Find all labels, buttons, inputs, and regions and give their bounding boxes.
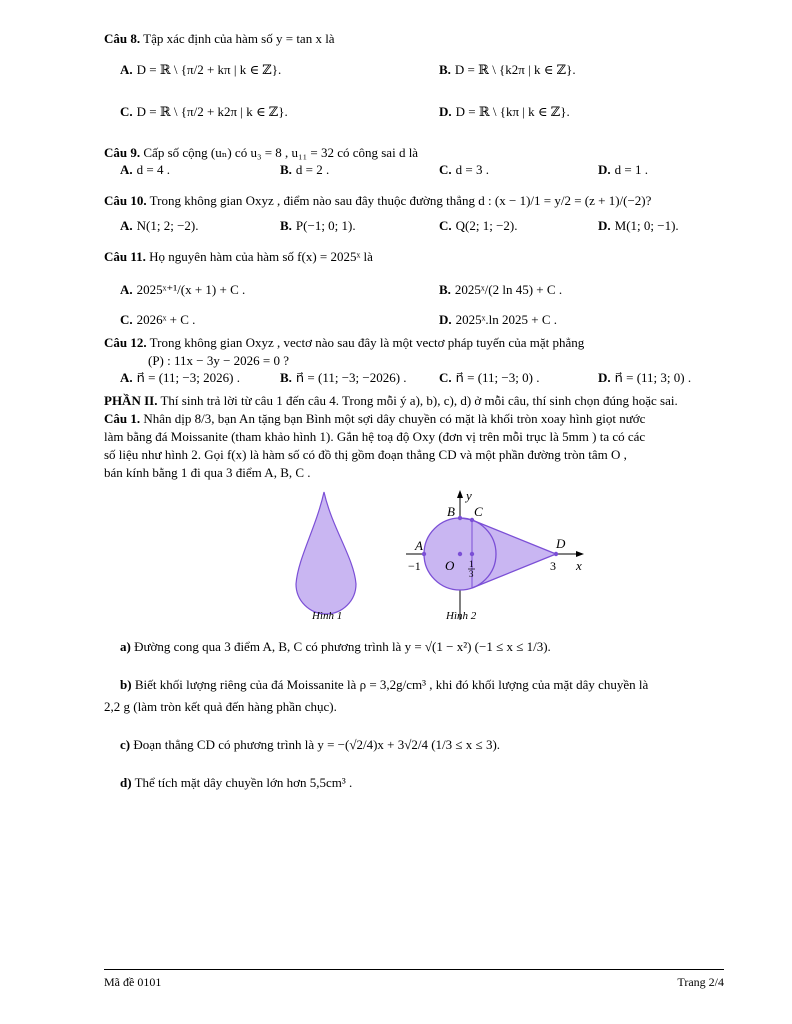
q11-text: Họ nguyên hàm của hàm số f(x) = 2025ˣ là — [149, 249, 373, 264]
label-x: x — [576, 558, 582, 573]
c1-line2: làm bằng đá Moissanite (tham khảo hình 1). Gắn hệ toạ độ Oxy (đơn vị trên mỗi trục là 5mm ) ta có các — [104, 429, 646, 444]
q10-option-b[interactable]: B. P(−1; 0; 1). — [280, 218, 356, 233]
q12-option-d[interactable]: D. n⃗ = (11; 3; 0) . — [598, 370, 692, 385]
q12-options — [104, 370, 724, 392]
x-axis-arrow — [576, 551, 584, 557]
caption-figure-1: Hình 1 — [312, 610, 343, 622]
label-d: D — [556, 536, 566, 551]
caption-figure-2: Hình 2 — [446, 610, 477, 622]
label-minus1: −1 — [408, 559, 421, 573]
item-c[interactable]: c) Đoạn thẳng CD có phương trình là y = −(√2/4)x + 3√2/4 (1/3 ≤ x ≤ 3). — [120, 737, 501, 752]
q11-option-c[interactable]: C. 2026ˣ + C . — [120, 312, 196, 327]
point-one-third — [470, 552, 474, 556]
c1-stem: Câu 1. Nhân dịp 8/3, bạn An tặng bạn Bình một sợi dây chuyền có mặt là khối tròn xoay hình giọt nước — [104, 411, 646, 426]
c1-line3: số liệu như hình 2. Gọi f(x) là hàm số có đồ thị gồm đoạn thẳng CD và một phần đường tròn tâm O , — [104, 447, 627, 462]
exam-page — [104, 30, 724, 794]
q12-label: Câu 12. — [104, 335, 147, 350]
y-axis-arrow — [457, 490, 463, 498]
q9-options — [104, 162, 724, 184]
q12-stem — [104, 334, 724, 352]
q11-stem — [104, 248, 724, 266]
q11-option-b[interactable]: B. 2025ˣ/(2 ln 45) + C . — [439, 282, 563, 297]
label-o: O — [445, 558, 455, 573]
item-d[interactable]: d) Thể tích mặt dây chuyền lớn hơn 5,5cm³ . — [120, 775, 353, 790]
teardrop-shape — [296, 492, 356, 614]
page-number: Trang 2/4 — [677, 975, 724, 989]
part2-label: PHẦN II. — [104, 393, 158, 408]
point-b — [458, 516, 462, 520]
q8-text: Tập xác định của hàm số y = tan x là — [143, 31, 335, 46]
footer-divider — [104, 969, 724, 970]
label-c: C — [474, 504, 483, 519]
q11-label: Câu 11. — [104, 249, 146, 264]
label-one-third-num: 1 — [469, 559, 474, 569]
label-three: 3 — [550, 559, 556, 573]
q8-option-a[interactable]: A. D = ℝ \ {π/2 + kπ | k ∈ ℤ}. — [120, 62, 282, 77]
item-b[interactable]: b) Biết khối lượng riêng của đá Moissanite là ρ = 3,2g/cm³ , khi đó khối lượng của mặt dây chuyền là — [120, 677, 649, 692]
q11-option-d[interactable]: D. 2025ˣ.ln 2025 + C . — [439, 312, 558, 327]
q12-text: Trong không gian Oxyz , vectơ nào sau đây là một vectơ pháp tuyến của mặt phẳng — [149, 335, 585, 350]
region-fill — [424, 518, 556, 590]
q12-option-c[interactable]: C. n⃗ = (11; −3; 0) . — [439, 370, 540, 385]
q10-stem — [104, 192, 724, 210]
q10-option-a[interactable]: A. N(1; 2; −2). — [120, 218, 199, 233]
q9-option-a[interactable]: A. d = 4 . — [120, 162, 170, 177]
q8-option-c[interactable]: C. D = ℝ \ {π/2 + k2π | k ∈ ℤ}. — [120, 104, 288, 119]
label-b: B — [447, 504, 455, 519]
item-a[interactable]: a) Đường cong qua 3 điểm A, B, C có phương trình là y = √(1 − x²) (−1 ≤ x ≤ 1/3). — [120, 639, 551, 654]
q10-option-d[interactable]: D. M(1; 0; −1). — [598, 218, 679, 233]
q8-option-b[interactable]: B. D = ℝ \ {k2π | k ∈ ℤ}. — [439, 62, 576, 77]
q8-label: Câu 8. — [104, 31, 141, 46]
label-one-third-den: 3 — [469, 569, 474, 579]
q9-option-c[interactable]: C. d = 3 . — [439, 162, 489, 177]
part2-instruction: PHẦN II. Thí sinh trả lời từ câu 1 đến câu 4. Trong mỗi ý a), b), c), d) ở mỗi câu, thí sinh chọn đúng hoặc sai. — [104, 393, 678, 408]
q12-plane: (P) : 11x − 3y − 2026 = 0 ? — [148, 353, 290, 368]
q9-option-d[interactable]: D. d = 1 . — [598, 162, 648, 177]
c1-label: Câu 1. — [104, 411, 141, 426]
label-a: A — [415, 538, 423, 553]
q11-row1 — [104, 272, 724, 312]
label-y: y — [466, 488, 472, 503]
exam-code: Mã đề 0101 — [104, 975, 162, 989]
q11-row2 — [104, 312, 724, 334]
q8-row2 — [104, 98, 724, 140]
q9-label: Câu 9. — [104, 145, 141, 160]
point-d — [554, 552, 558, 556]
q8-option-d[interactable]: D. D = ℝ \ {kπ | k ∈ ℤ}. — [439, 104, 570, 119]
q10-option-c[interactable]: C. Q(2; 1; −2). — [439, 218, 518, 233]
q9-option-b[interactable]: B. d = 2 . — [280, 162, 330, 177]
q12-option-b[interactable]: B. n⃗ = (11; −3; −2026) . — [280, 370, 407, 385]
q9-stem — [104, 144, 724, 162]
q8-stem — [104, 30, 724, 48]
q8-row1 — [104, 56, 724, 98]
q9-text: Cấp số cộng (uₙ) có u₃ = 8 , u₁₁ = 32 có công sai d là — [143, 145, 419, 160]
q12-option-a[interactable]: A. n⃗ = (11; −3; 2026) . — [120, 370, 240, 385]
point-o — [458, 552, 462, 556]
q11-option-a[interactable]: A. 2025ˣ⁺¹/(x + 1) + C . — [120, 282, 246, 297]
q10-label: Câu 10. — [104, 193, 147, 208]
q10-text: Trong không gian Oxyz , điểm nào sau đây thuộc đường thẳng d : (x − 1)/1 = y/2 = (z + 1)/(−2)? — [149, 193, 652, 208]
q10-options — [104, 218, 724, 242]
figures — [104, 488, 724, 626]
c1-line4: bán kính bằng 1 đi qua 3 điểm A, B, C . — [104, 465, 311, 480]
item-b-continued: 2,2 g (làm tròn kết quả đến hàng phần chục). — [104, 699, 337, 714]
figures-svg — [104, 488, 724, 626]
